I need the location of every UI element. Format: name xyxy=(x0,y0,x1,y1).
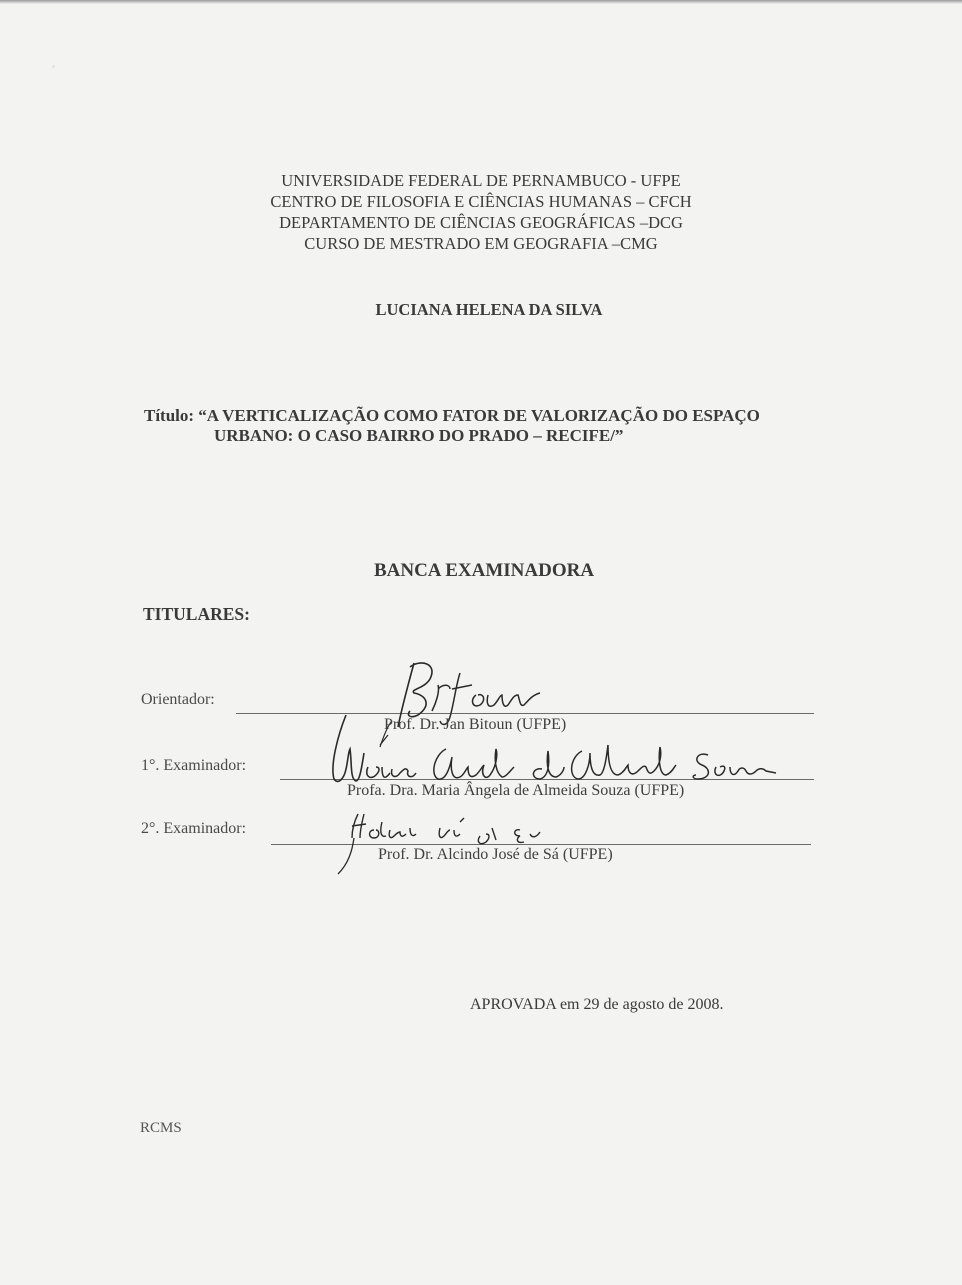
approval-statement: APROVADA em 29 de agosto de 2008. xyxy=(470,996,724,1013)
scan-speck: ◦ xyxy=(52,62,55,71)
header-line: DEPARTAMENTO DE CIÊNCIAS GEOGRÁFICAS –DCG xyxy=(279,213,683,232)
scan-edge xyxy=(0,0,962,4)
member-name-advisor: Prof. Dr. Jan Bitoun (UFPE) xyxy=(384,716,567,733)
committee-subheading: TITULARES: xyxy=(143,604,250,624)
title-line-2: URBANO: O CASO BAIRRO DO PRADO – RECIFE/” xyxy=(214,426,624,445)
thesis-title xyxy=(144,406,760,446)
footer-initials: RCMS xyxy=(140,1120,182,1136)
role-label-advisor: Orientador: xyxy=(141,691,215,708)
header-line: CURSO DE MESTRADO EM GEOGRAFIA –CMG xyxy=(304,234,658,253)
member-name-examiner-2: Prof. Dr. Alcindo José de Sá (UFPE) xyxy=(378,846,613,863)
member-name-examiner-1: Profa. Dra. Maria Ângela de Almeida Souza (UFPE) xyxy=(347,782,685,799)
signature-examiner-2 xyxy=(330,808,570,878)
header-line: CENTRO DE FILOSOFIA E CIÊNCIAS HUMANAS – CFCH xyxy=(270,192,692,211)
role-label-examiner-1: 1°. Examinador: xyxy=(141,757,247,774)
institution-header xyxy=(0,170,962,254)
committee-heading: BANCA EXAMINADORA xyxy=(373,560,595,581)
header-line: UNIVERSIDADE FEDERAL DE PERNAMBUCO - UFPE xyxy=(281,171,681,190)
author-name: LUCIANA HELENA DA SILVA xyxy=(375,300,603,319)
title-line-1: Título: “A VERTICALIZAÇÃO COMO FATOR DE VALORIZAÇÃO DO ESPAÇO xyxy=(144,406,760,425)
role-label-examiner-2: 2°. Examinador: xyxy=(141,820,247,837)
